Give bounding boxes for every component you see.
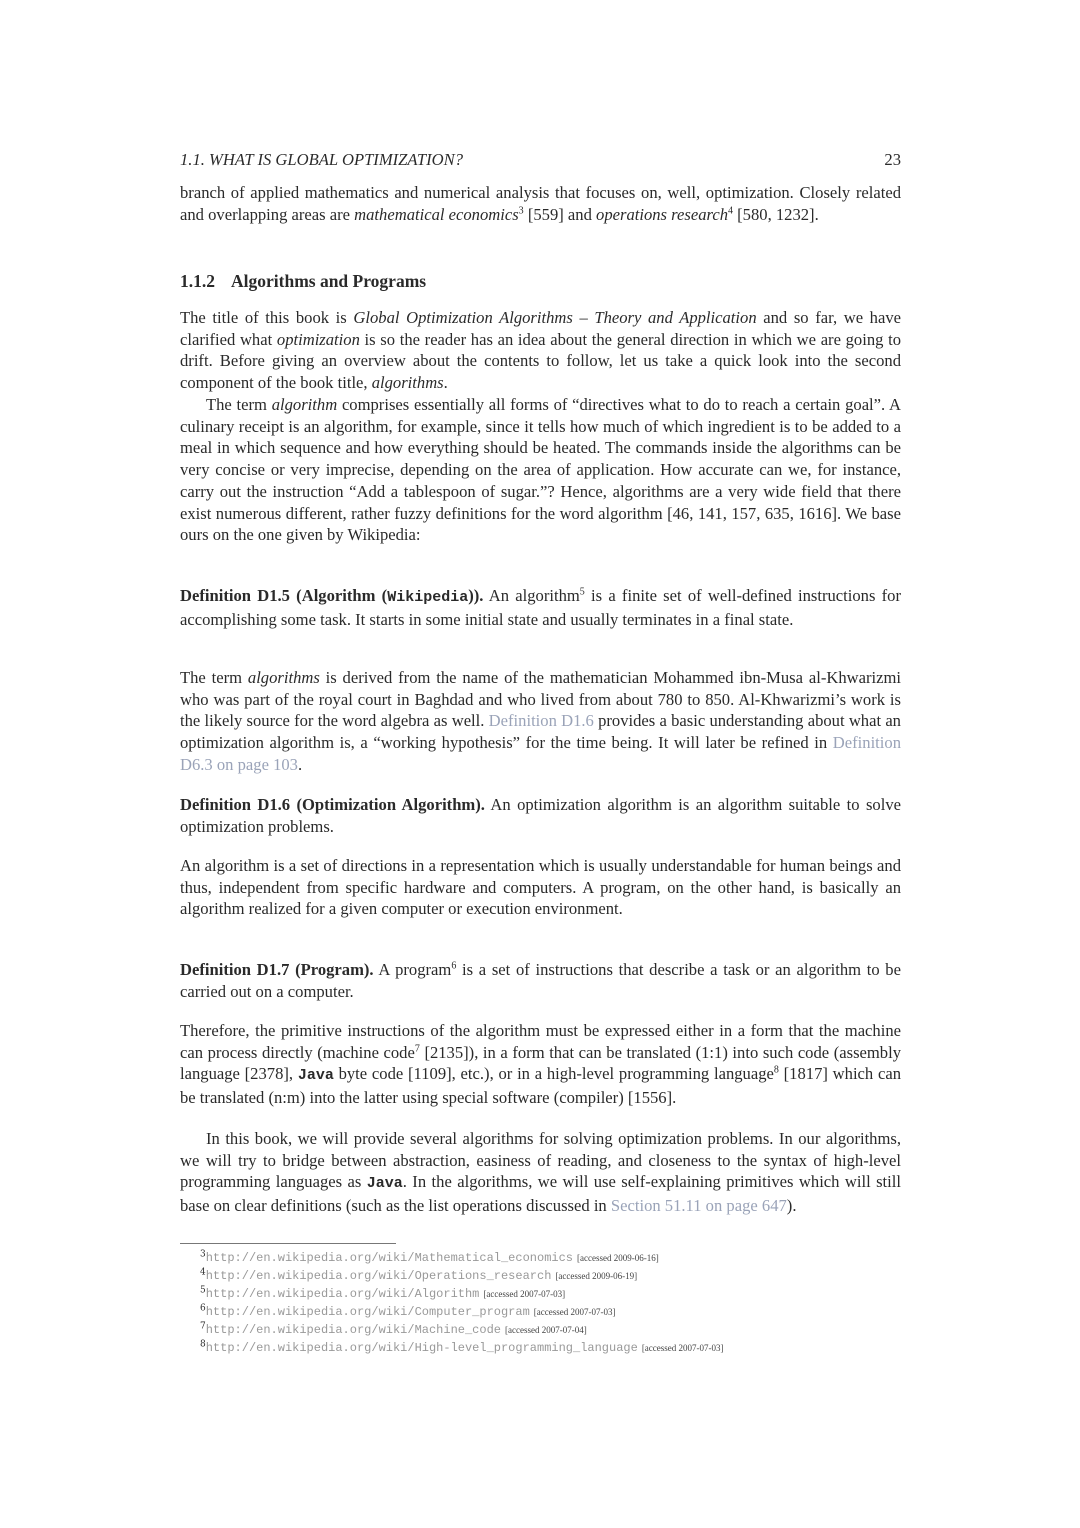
- footnote: [200, 1267, 724, 1285]
- footnote: [200, 1249, 724, 1267]
- text-run: optimization: [276, 329, 360, 349]
- paragraph: [180, 1020, 901, 1109]
- footnote-marker[interactable]: 7: [414, 1043, 420, 1055]
- footnote-url-link[interactable]: http://en.wikipedia.org/wiki/Mathematical_economics: [205, 1251, 573, 1265]
- text-run: algorithms: [247, 668, 320, 687]
- footnote-accessed-date: [accessed 2007-07-03]: [641, 1343, 724, 1353]
- footnote-number: 4: [200, 1267, 206, 1278]
- text-run: Definition D1.7 (Program).: [180, 960, 374, 979]
- footnote: [200, 1339, 724, 1357]
- text-run: An optimization algorithm is an algorithm suitable to solve optimization problems.: [180, 795, 901, 836]
- text-run: Therefore, the primitive instructions of the algorithm must be expressed either in a form that the machine can process directly (machine code: [180, 1021, 901, 1062]
- text-run: Wikipedia: [387, 589, 469, 606]
- footnote-marker[interactable]: 8: [773, 1064, 779, 1076]
- running-title: 1.1. WHAT IS GLOBAL OPTIMIZATION?: [180, 150, 464, 169]
- text-run: The title of this book is: [180, 308, 354, 327]
- paragraph: [180, 182, 901, 225]
- text-run: )).: [468, 586, 484, 605]
- text-run: [2135]), in a form that can be translated (1:1) into such code (assembly language [2378],: [180, 1042, 902, 1084]
- section-number: 1.1.2: [180, 271, 215, 291]
- footnote-url-link[interactable]: http://en.wikipedia.org/wiki/Computer_program: [205, 1305, 530, 1319]
- text-run: branch of applied mathematics and numerical analysis that focuses on, well, optimization. Closely related and overlapping areas are: [180, 183, 901, 224]
- footnote-accessed-date: [accessed 2009-06-19]: [555, 1271, 638, 1281]
- footnote-marker[interactable]: 6: [451, 960, 457, 972]
- footnote-number: 6: [200, 1303, 206, 1314]
- text-run: is a finite set of well-defined instructions for accomplishing some task. It starts in some initial state and usually terminates in a final state.: [180, 586, 902, 629]
- text-run: comprises essentially all forms of “directives what to do to reach a certain goal”. A culinary receipt is an algorithm, for example, since it tells how much of which ingredient is to be added to a meal in which sequence and how everything should be heated. The commands inside the algorithms can be very concise or very imprecise, depending on the area of application. How accurate can we, for instance, carry out the instruction “Add a tablespoon of sugar.”? Hence, algorithms are a very wide field that there exist numerous different, rather fuzzy definitions for the word algorithm [46, 141, 157, 635, 1616]. We base ours on the one given by Wikipedia:: [180, 395, 901, 545]
- page-number: 23: [884, 150, 901, 169]
- text-run: In this book, we will provide several algorithms for solving optimization problems. In our algorithms, we will try to bridge between abstraction, easiness of reading, and closeness to the syntax of high-level programming languages as: [180, 1129, 901, 1192]
- text-run: mathematical economics: [354, 204, 519, 224]
- footnote-url-link[interactable]: http://en.wikipedia.org/wiki/High-level_programming_language: [205, 1341, 638, 1355]
- cross-reference-link[interactable]: Section 51.11 on page 647: [610, 1196, 787, 1216]
- footnote-rule: [180, 1243, 396, 1244]
- text-run: Definition D1.5 (Algorithm (: [180, 586, 388, 605]
- text-run: . In the algorithms, we will use self-explaining primitives which will still base on clear definitions (such as the list operations discussed in: [180, 1172, 901, 1216]
- footnote-accessed-date: [accessed 2007-07-03]: [533, 1307, 616, 1317]
- footnote-url-link[interactable]: http://en.wikipedia.org/wiki/Algorithm: [205, 1287, 480, 1301]
- text-run: ).: [786, 1196, 797, 1216]
- footnote-number: 5: [200, 1285, 206, 1296]
- cross-reference-link[interactable]: Definition D1.6: [488, 711, 594, 731]
- footnote-marker[interactable]: 4: [728, 205, 733, 217]
- footnote-marker[interactable]: 5: [579, 586, 585, 598]
- text-run: A program: [373, 960, 452, 979]
- text-run: An algorithm is a set of directions in a representation which is usually understandable for human beings and thus, independent from specific hardware and computers. A program, on the other hand, is basically an algorithm realized for a given computer or execution environment.: [180, 856, 901, 919]
- footnote-number: 7: [200, 1321, 206, 1332]
- text-run: algorithm: [271, 395, 338, 414]
- text-run: The term: [206, 395, 272, 414]
- footnote-url-link[interactable]: http://en.wikipedia.org/wiki/Operations_research: [205, 1269, 552, 1283]
- text-run: is derived from the name of the mathematician Mohammed ibn-Musa al-Khwarizmi who was part of the royal court in Baghdad and who lived from about 780 to 850. Al-Khwarizmi’s work is the likely source for the word algebra as well.: [180, 668, 901, 731]
- text-run: .: [297, 754, 303, 774]
- paragraph: [180, 394, 901, 546]
- definition-program: [180, 959, 901, 1002]
- footnote-marker[interactable]: 3: [518, 205, 524, 217]
- paragraph: [180, 307, 901, 394]
- paragraph: [180, 855, 901, 920]
- footnote-accessed-date: [accessed 2007-07-03]: [483, 1289, 566, 1299]
- text-run: The term: [180, 668, 248, 687]
- section-heading: [180, 271, 426, 292]
- footnote-accessed-date: [accessed 2007-07-04]: [504, 1325, 587, 1335]
- text-run: .: [443, 373, 448, 393]
- text-run: is so the reader has an idea about the general direction in which we are going to drift. Before giving an overview about the contents to follow, let us take a quick look into the second component of the book title,: [180, 329, 901, 393]
- section-title: Algorithms and Programs: [231, 271, 427, 291]
- text-run: Java: [297, 1067, 334, 1085]
- footnote-number: 8: [200, 1339, 206, 1350]
- text-run: algorithms: [371, 373, 444, 393]
- definition-algorithm: [180, 585, 901, 630]
- footnotes: [200, 1249, 724, 1357]
- text-run: operations research: [596, 204, 728, 224]
- text-run: is a set of instructions that describe a task or an algorithm to be carried out on a computer.: [180, 960, 901, 1001]
- text-run: provides a basic understanding about what an optimization algorithm is, a “working hypothesis” for the time being. It will later be refined in: [180, 711, 901, 753]
- footnote: [200, 1321, 724, 1339]
- footnote: [200, 1285, 724, 1303]
- text-run: Global Optimization Algorithms – Theory and Application: [353, 308, 757, 327]
- footnote-accessed-date: [accessed 2009-06-16]: [577, 1253, 659, 1263]
- running-header: [180, 150, 901, 170]
- text-run: Definition D1.6 (Optimization Algorithm).: [180, 795, 485, 814]
- footnote-url-link[interactable]: http://en.wikipedia.org/wiki/Machine_code: [205, 1323, 501, 1337]
- text-run: byte code [1109], etc.), or in a high-level programming language: [333, 1064, 774, 1084]
- footnote: [200, 1303, 724, 1321]
- text-run: [580, 1232].: [733, 204, 819, 224]
- text-run: An algorithm: [483, 586, 580, 605]
- text-run: [1817] which can be translated (n:m) into the latter using special software (compiler) [1556].: [180, 1064, 902, 1108]
- text-run: [559] and: [523, 204, 597, 224]
- footnote-number: 3: [200, 1249, 206, 1260]
- paragraph: [180, 1128, 901, 1217]
- cross-reference-link[interactable]: Definition D6.3 on page 103: [180, 733, 901, 774]
- text-run: and so far, we have clarified what: [180, 308, 901, 349]
- definition-optimization-algorithm: [180, 794, 901, 837]
- paragraph: [180, 667, 901, 776]
- text-run: Java: [366, 1175, 403, 1193]
